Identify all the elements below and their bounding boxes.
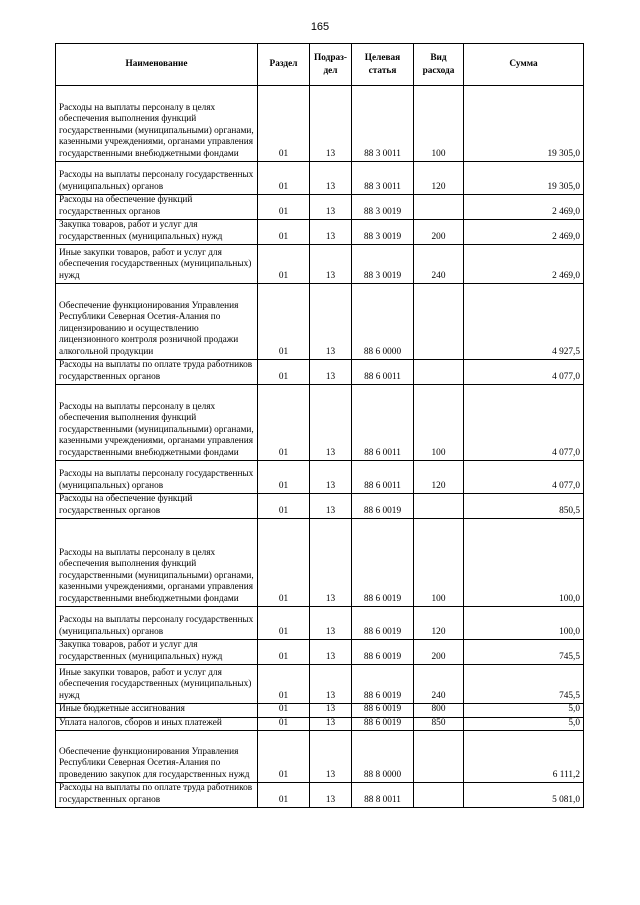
row-target: 88 8 0000 xyxy=(352,731,414,783)
row-sum: 4 077,0 xyxy=(464,385,584,461)
row-name: Расходы на выплаты по оплате труда работников государственных органов xyxy=(56,360,258,385)
row-target: 88 3 0019 xyxy=(352,220,414,245)
row-subsection: 13 xyxy=(310,607,352,640)
row-name: Расходы на выплаты по оплате труда работников государственных органов xyxy=(56,783,258,808)
row-subsection: 13 xyxy=(310,494,352,519)
row-type xyxy=(414,494,464,519)
row-name: Обеспечение функционирования Управления Республики Северная Осетия-Алания по лицензированию и осуществлению лицензионного контроля розничной продажи алкогольной продукции xyxy=(56,284,258,360)
row-subsection: 13 xyxy=(310,284,352,360)
table-row xyxy=(56,783,584,808)
row-type xyxy=(414,195,464,220)
table-row xyxy=(56,220,584,245)
row-subsection: 13 xyxy=(310,717,352,731)
row-sum: 5,0 xyxy=(464,704,584,718)
row-section: 01 xyxy=(258,360,310,385)
row-type: 120 xyxy=(414,162,464,195)
row-section: 01 xyxy=(258,607,310,640)
row-name: Закупка товаров, работ и услуг для государственных (муниципальных) нужд xyxy=(56,220,258,245)
row-section: 01 xyxy=(258,519,310,607)
row-sum: 19 305,0 xyxy=(464,86,584,162)
row-subsection: 13 xyxy=(310,783,352,808)
row-sum: 4 927,5 xyxy=(464,284,584,360)
row-subsection: 13 xyxy=(310,86,352,162)
row-target: 88 3 0011 xyxy=(352,86,414,162)
row-type: 100 xyxy=(414,86,464,162)
row-type: 120 xyxy=(414,607,464,640)
row-target: 88 3 0019 xyxy=(352,195,414,220)
row-type: 240 xyxy=(414,245,464,284)
row-target: 88 3 0011 xyxy=(352,162,414,195)
table-row xyxy=(56,519,584,607)
row-section: 01 xyxy=(258,704,310,718)
row-subsection: 13 xyxy=(310,245,352,284)
row-sum: 4 077,0 xyxy=(464,360,584,385)
row-target: 88 6 0019 xyxy=(352,494,414,519)
row-target: 88 6 0019 xyxy=(352,519,414,607)
budget-table xyxy=(55,43,584,808)
row-type: 100 xyxy=(414,385,464,461)
row-section: 01 xyxy=(258,385,310,461)
row-type: 120 xyxy=(414,461,464,494)
row-subsection: 13 xyxy=(310,461,352,494)
table-header-row xyxy=(56,44,584,86)
row-name: Закупка товаров, работ и услуг для государственных (муниципальных) нужд xyxy=(56,640,258,665)
table-body xyxy=(56,86,584,808)
table-row xyxy=(56,385,584,461)
row-target: 88 6 0019 xyxy=(352,607,414,640)
table-row xyxy=(56,461,584,494)
row-sum: 2 469,0 xyxy=(464,245,584,284)
table-row xyxy=(56,640,584,665)
row-name: Расходы на выплаты персоналу в целях обеспечения выполнения функций государственными (муниципальными) органами, казенными учреждениями, органами управления государственными внебюджетными фондами xyxy=(56,86,258,162)
row-type xyxy=(414,360,464,385)
table-row xyxy=(56,665,584,704)
table-row xyxy=(56,704,584,718)
row-target: 88 6 0019 xyxy=(352,717,414,731)
header-type: Вид расхода xyxy=(414,44,464,86)
header-subsection: Подраз-дел xyxy=(310,44,352,86)
row-sum: 2 469,0 xyxy=(464,195,584,220)
row-subsection: 13 xyxy=(310,640,352,665)
header-target: Целевая статья xyxy=(352,44,414,86)
row-sum: 100,0 xyxy=(464,607,584,640)
page-number: 165 xyxy=(310,21,330,33)
row-target: 88 8 0011 xyxy=(352,783,414,808)
table-row xyxy=(56,731,584,783)
row-name: Уплата налогов, сборов и иных платежей xyxy=(56,717,258,731)
row-type xyxy=(414,284,464,360)
table-row xyxy=(56,494,584,519)
row-section: 01 xyxy=(258,245,310,284)
row-type: 100 xyxy=(414,519,464,607)
row-target: 88 6 0011 xyxy=(352,461,414,494)
row-section: 01 xyxy=(258,640,310,665)
row-sum: 100,0 xyxy=(464,519,584,607)
row-section: 01 xyxy=(258,162,310,195)
table-row xyxy=(56,360,584,385)
table-row xyxy=(56,195,584,220)
row-name: Обеспечение функционирования Управления Республики Северная Осетия-Алания по проведению закупок для государственных нужд xyxy=(56,731,258,783)
row-subsection: 13 xyxy=(310,220,352,245)
row-subsection: 13 xyxy=(310,195,352,220)
header-name: Наименование xyxy=(56,44,258,86)
row-sum: 4 077,0 xyxy=(464,461,584,494)
row-subsection: 13 xyxy=(310,385,352,461)
row-sum: 745,5 xyxy=(464,665,584,704)
row-name: Иные бюджетные ассигнования xyxy=(56,704,258,718)
row-name: Расходы на обеспечение функций государственных органов xyxy=(56,494,258,519)
row-name: Расходы на выплаты персоналу государственных (муниципальных) органов xyxy=(56,607,258,640)
row-section: 01 xyxy=(258,284,310,360)
row-target: 88 6 0011 xyxy=(352,360,414,385)
row-target: 88 6 0011 xyxy=(352,385,414,461)
row-target: 88 3 0019 xyxy=(352,245,414,284)
row-section: 01 xyxy=(258,461,310,494)
row-section: 01 xyxy=(258,783,310,808)
row-name: Расходы на обеспечение функций государственных органов xyxy=(56,195,258,220)
row-type xyxy=(414,783,464,808)
row-sum: 19 305,0 xyxy=(464,162,584,195)
table-row xyxy=(56,607,584,640)
row-sum: 5,0 xyxy=(464,717,584,731)
row-section: 01 xyxy=(258,494,310,519)
row-name: Иные закупки товаров, работ и услуг для обеспечения государственных (муниципальных) нужд xyxy=(56,665,258,704)
row-type: 200 xyxy=(414,640,464,665)
row-subsection: 13 xyxy=(310,162,352,195)
table-row xyxy=(56,717,584,731)
row-section: 01 xyxy=(258,731,310,783)
row-target: 88 6 0000 xyxy=(352,284,414,360)
row-target: 88 6 0019 xyxy=(352,640,414,665)
row-sum: 6 111,2 xyxy=(464,731,584,783)
row-section: 01 xyxy=(258,86,310,162)
table-row xyxy=(56,284,584,360)
table-row xyxy=(56,86,584,162)
table-row xyxy=(56,245,584,284)
row-sum: 5 081,0 xyxy=(464,783,584,808)
header-sum: Сумма xyxy=(464,44,584,86)
row-subsection: 13 xyxy=(310,704,352,718)
row-sum: 745,5 xyxy=(464,640,584,665)
row-name: Расходы на выплаты персоналу в целях обеспечения выполнения функций государственными (муниципальными) органами, казенными учреждениями, органами управления государственными внебюджетными фондами xyxy=(56,519,258,607)
header-section: Раздел xyxy=(258,44,310,86)
row-section: 01 xyxy=(258,220,310,245)
row-type xyxy=(414,731,464,783)
row-section: 01 xyxy=(258,195,310,220)
row-section: 01 xyxy=(258,717,310,731)
row-name: Иные закупки товаров, работ и услуг для обеспечения государственных (муниципальных) нужд xyxy=(56,245,258,284)
row-subsection: 13 xyxy=(310,665,352,704)
row-sum: 850,5 xyxy=(464,494,584,519)
row-target: 88 6 0019 xyxy=(352,704,414,718)
row-name: Расходы на выплаты персоналу государственных (муниципальных) органов xyxy=(56,162,258,195)
row-subsection: 13 xyxy=(310,519,352,607)
row-type: 200 xyxy=(414,220,464,245)
row-target: 88 6 0019 xyxy=(352,665,414,704)
table-row xyxy=(56,162,584,195)
row-section: 01 xyxy=(258,665,310,704)
row-subsection: 13 xyxy=(310,360,352,385)
row-sum: 2 469,0 xyxy=(464,220,584,245)
row-name: Расходы на выплаты персоналу в целях обеспечения выполнения функций государственными (муниципальными) органами, казенными учреждениями, органами управления государственными внебюджетными фондами xyxy=(56,385,258,461)
row-type: 800 xyxy=(414,704,464,718)
row-type: 850 xyxy=(414,717,464,731)
row-subsection: 13 xyxy=(310,731,352,783)
row-type: 240 xyxy=(414,665,464,704)
row-name: Расходы на выплаты персоналу государственных (муниципальных) органов xyxy=(56,461,258,494)
